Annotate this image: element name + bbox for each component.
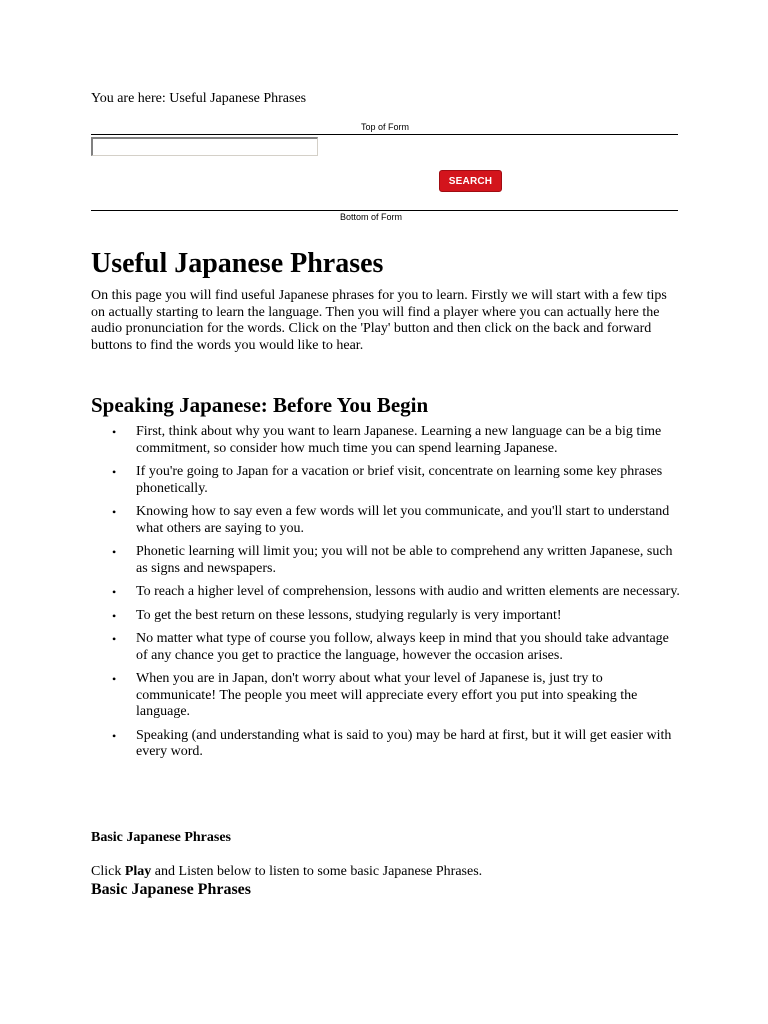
bullet-icon: • [112, 672, 117, 686]
tip-text: When you are in Japan, don't worry about what your level of Japanese is, just try to communicate! The people you meet will appreciate every effort you put into speaking the language. [136, 671, 638, 719]
top-of-form-label: Top of Form [360, 122, 409, 132]
bottom-of-form-label: Bottom of Form [339, 212, 402, 222]
list-item [112, 504, 681, 537]
list-item [112, 424, 681, 457]
tip-text: If you're going to Japan for a vacation or brief visit, concentrate on learning some key phrases phonetically. [136, 464, 663, 496]
play-instructions-prefix: Click [91, 864, 125, 879]
intro-paragraph: On this page you will find useful Japanese phrases for you to learn. Firstly we will start with a few tips on actually starting to learn the language. Then you will find a player where you can actually here the audio pronunciation for the words. Click on the 'Play' button and then click on the back and forward buttons to find the words you would like to hear. [91, 288, 667, 353]
bullet-icon: • [112, 545, 117, 559]
form-top-divider [91, 134, 678, 135]
bullet-icon: • [112, 585, 117, 599]
basic-phrases-heading-small: Basic Japanese Phrases [91, 830, 231, 845]
bullet-icon: • [112, 505, 117, 519]
list-item [112, 464, 681, 497]
list-item [112, 544, 681, 577]
bullet-icon: • [112, 608, 117, 623]
search-button[interactable]: SEARCH [439, 170, 502, 192]
bullet-icon: • [112, 425, 117, 439]
tip-text: To get the best return on these lessons, studying regularly is very important! [136, 607, 562, 623]
tips-list [91, 424, 681, 768]
play-instructions [91, 864, 482, 880]
list-item [112, 631, 681, 664]
bullet-icon: • [112, 728, 117, 743]
basic-phrases-heading-large: Basic Japanese Phrases [91, 881, 251, 898]
breadcrumb: You are here: Useful Japanese Phrases [91, 91, 307, 106]
tip-text: Speaking (and understanding what is said to you) may be hard at first, but it will get easier with every word. [136, 727, 672, 759]
search-input[interactable] [91, 137, 318, 156]
play-instructions-bold: Play [124, 864, 152, 879]
tip-text: Knowing how to say even a few words will let you communicate, and you'll start to understand what others are saying to you. [136, 504, 670, 536]
bullet-icon: • [112, 632, 117, 646]
tip-text: First, think about why you want to learn Japanese. Learning a new language can be a big time commitment, so consider how much time you can spend learning Japanese. [136, 424, 662, 456]
list-item [112, 607, 681, 625]
page-title: Useful Japanese Phrases [91, 248, 384, 279]
tip-text: Phonetic learning will limit you; you will not be able to comprehend any written Japanese, such as signs and newspapers. [136, 544, 673, 576]
list-item [112, 671, 681, 721]
form-bottom-divider [91, 210, 678, 211]
play-instructions-suffix: and Listen below to listen to some basic Japanese Phrases. [151, 864, 483, 879]
list-item [112, 584, 681, 601]
list-item [112, 727, 681, 761]
tip-text: To reach a higher level of comprehension, lessons with audio and written elements are necessary. [136, 584, 680, 599]
tip-text: No matter what type of course you follow, always keep in mind that you should take advantage of any chance you get to practice the language, however the occasion arises. [136, 631, 669, 663]
section-title: Speaking Japanese: Before You Begin [91, 393, 429, 417]
bullet-icon: • [112, 465, 117, 479]
